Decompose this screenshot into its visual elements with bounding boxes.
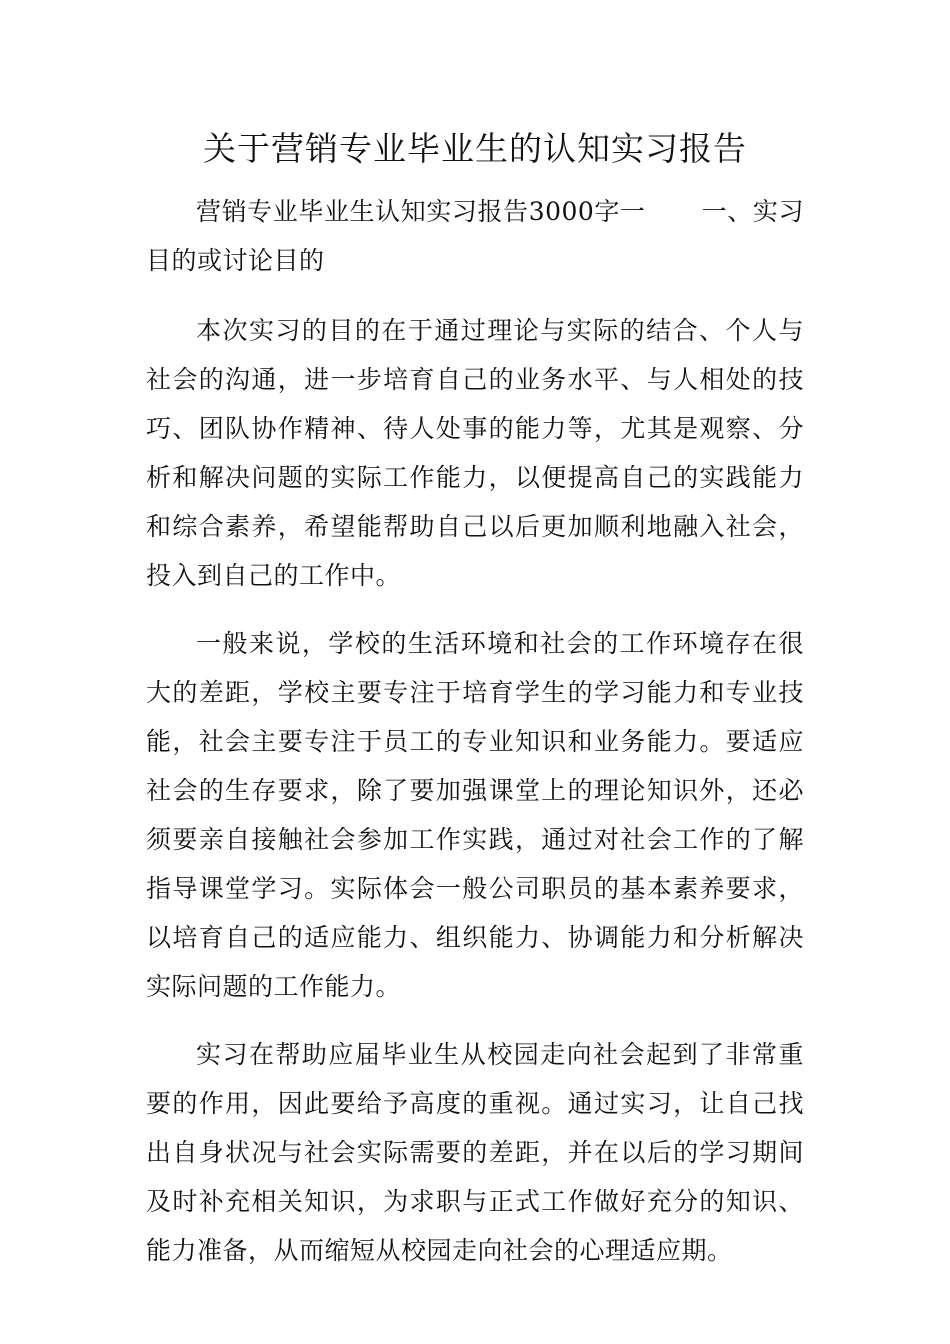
document-title: 关于营销专业毕业生的认知实习报告 (203, 129, 747, 168)
paragraph-3: 实习在帮助应届毕业生从校园走向社会起到了非常重要的作用，因此要给予高度的重视。通过实习，让自己找出自身状况与社会实际需要的差距，并在以后的学习期间及时补充相关知识，为求职与正式工作做好充分的知识、能力准备，从而缩短从校园走向社会的心理适应期。 (146, 1040, 804, 1265)
lead-subtitle: 营销专业毕业生认知实习报告3000字一 (196, 197, 646, 226)
paragraph-2: 一般来说，学校的生活环境和社会的工作环境存在很大的差距，学校主要专注于培育学生的学习能力和专业技能，社会主要专注于员工的专业知识和业务能力。要适应社会的生存要求，除了要加强课堂上的理论知识外，还必须要亲自接触社会参加工作实践，通过对社会工作的了解指导课堂学习。实际体会一般公司职员的基本素养要求，以培育自己的适应能力、组织能力、协调能力和分析解决实际问题的工作能力。 (146, 629, 804, 1001)
lead-paragraph (146, 187, 804, 285)
section-heading-purpose: 一、实习目的或讨论目的 (146, 197, 804, 275)
paragraph-1: 本次实习的目的在于通过理论与实际的结合、个人与社会的沟通，进一步培育自己的业务水平、与人相处的技巧、团队协作精神、待人处事的能力等，尤其是观察、分析和解决问题的实际工作能力，以便提高自己的实践能力和综合素养，希望能帮助自己以后更加顺利地融入社会，投入到自己的工作中。 (146, 316, 804, 590)
